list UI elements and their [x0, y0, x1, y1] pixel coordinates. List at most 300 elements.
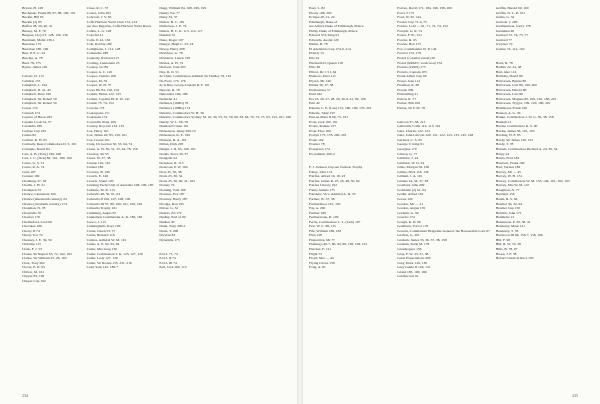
- index-entry: Deloitte, Commodore Sydney M. 16, 30, 53, 55, 59, 60, 63, 64, 70, 74, 75, 93, 153, 161, 166: [159, 115, 291, 120]
- index-entry: Cooper, A. C. 120: [86, 69, 113, 74]
- index-entry: Culwulla III 57, 89, 160, 161, 166, 162: [86, 201, 143, 206]
- index-entry: Defender 41: [159, 96, 178, 101]
- index-entry: Fairfax Library 162: [309, 183, 337, 188]
- index-entry: Cherokee 186: [22, 224, 42, 229]
- index-entry: Chance (twentieth century) 174: [22, 201, 67, 206]
- index-entry: Cowardin, Peter 109: [86, 119, 116, 124]
- index-entry: Francis (1990s) 175: [397, 65, 426, 70]
- index-entry: Eventer 78: [309, 142, 325, 147]
- index-entry: Farmer, W. 37, 38: [309, 196, 335, 201]
- index-entry: Byrne, James 195: [22, 65, 48, 70]
- index-entry: Charybdis 70: [22, 210, 42, 215]
- index-entry: Halvorsen, Bjarne 80: [495, 78, 527, 83]
- index-entry: Cooper, W. H. 37: [86, 83, 112, 88]
- index-entry: Burrabee 180, 190: [22, 46, 49, 51]
- index-entry: Frozen 206: [397, 87, 414, 92]
- index-entry: Carina 82: [22, 133, 36, 138]
- index-entry: Canon 174: [22, 106, 38, 111]
- index-entry: Eshelle, L. E. (Len) 131, 160, 169, 170, 201: [309, 106, 372, 111]
- index-entry: Chance (nineteenth century) 24: [22, 196, 67, 201]
- index-entry: Fox, Commander W. P. 144: [397, 46, 437, 51]
- index-entry: Fanshaw, Vice-Admiral A. D. 35: [309, 192, 356, 197]
- index-entry: Culwulla Trophy 161: [86, 206, 117, 211]
- index-entry: Chance, Lieutenant 106: [22, 192, 56, 197]
- index-entry: Cooling, Lieutenant 23: [86, 60, 120, 65]
- index-entry: Elliott, Dr J. 51, 64: [309, 69, 337, 74]
- index-column: [309, 6, 391, 384]
- index-entry: Defiance (1980s) 174: [159, 106, 191, 111]
- index-column: [87, 6, 154, 384]
- index-entry: Clover, E. R. 65: [22, 265, 45, 270]
- index-entry: Dubois, Ed 172: [159, 210, 182, 215]
- index-entry: Courageous 171: [86, 110, 110, 115]
- index-entry: Ebony 198, 202: [309, 10, 332, 15]
- index-entry: Canrash 174: [22, 110, 40, 115]
- right-page-columns: [309, 6, 578, 384]
- index-entry: Campbell, C. 194: [22, 83, 48, 88]
- index-entry: Carabella 189: [22, 124, 42, 129]
- index-entry: Fanny Adams 175: [309, 187, 335, 192]
- index-entry: Cutler, A. E. 62, 63, 64: [86, 242, 120, 247]
- index-entry: Dunn, Tony 200-2: [159, 224, 186, 229]
- index-entry: Champion 55: [22, 187, 42, 192]
- index-entry: Grand 183, 190, 199: [397, 269, 427, 274]
- index-entry: Hardy, Sir James 120, 191: [495, 137, 534, 142]
- index-entry: Fletcher, F. 141: [309, 246, 332, 251]
- index-entry: Carter, R. A. 74: [22, 165, 45, 170]
- index-entry: Hardie, Commodore R. S. 40: [495, 124, 538, 129]
- index-entry: Dainty Too 77: [159, 10, 180, 15]
- index-entry: Ford, W. M. 144: [397, 15, 421, 20]
- index-entry: Deloitte, Commodore W. H. 39: [159, 110, 204, 115]
- index-entry: Few, W. L. 98, 115: [309, 224, 336, 229]
- index-entry: Heath, R. S. 66: [495, 196, 518, 201]
- index-entry: Flight 73: [309, 251, 322, 256]
- index-entry: Floyd, Mrs — 44: [309, 256, 334, 261]
- index-entry: Hills, B. 78, 97: [495, 246, 518, 251]
- index-entry: El Adelanta's Cup 174-9, 214: [309, 46, 351, 51]
- index-entry: Burgess, Lloyd T. 128, 129, 130: [22, 33, 68, 38]
- index-entry: Dickson, R. A. 161: [159, 137, 187, 142]
- index-entry: Gibson, G. 77: [397, 151, 418, 156]
- left-page-columns: [22, 6, 291, 384]
- index-entry: Evans, Ronnie 157: [309, 124, 336, 129]
- index-entry: Celia 187: [22, 169, 36, 174]
- index-column: [22, 6, 81, 384]
- index-entry: Goldstein (2) 61, 64: [397, 187, 426, 192]
- index-entry: Dickenson, Jenny 209-10: [159, 128, 196, 133]
- index-entry: Gordon, Mr — 21: [397, 201, 424, 206]
- index-entry: Culwulla II 106, 107, 108, 109: [86, 196, 131, 201]
- index-entry: Hennessy, T. 78: [495, 228, 519, 233]
- left-page: [0, 6, 297, 398]
- index-entry: Grafton, G. 201: [397, 233, 420, 238]
- index-entry: Cutty Sark 143, 186-7: [86, 265, 119, 270]
- index-entry: Dalton, B. C. K. 113, 114, 117: [159, 28, 203, 33]
- index-entry: Dora 35, 36, 38: [159, 169, 182, 174]
- index-entry: Fife, William 189, 183: [309, 228, 342, 233]
- index-entry: Hawkins 156: [495, 192, 515, 197]
- index-entry: Clarke, Sir Rupert 65, 72, 162, 165: [22, 251, 72, 256]
- index-entry: Featherstone, R. 100: [309, 215, 339, 220]
- index-entry: Evan, Jack 190, 191: [309, 119, 338, 124]
- index-entry: Chelmsford, Lord 60: [22, 219, 52, 224]
- index-entry: Cambria 155: [22, 78, 41, 83]
- index-entry: Cooper, M. 76: [86, 78, 108, 83]
- index-entry: Forster, Lord — 61, 71, 72, 74, 152: [397, 24, 448, 29]
- index-entry: Finn 138: [309, 233, 322, 238]
- index-entry: Hobart Classical Race 195: [495, 256, 534, 261]
- index-entry: Day, R. O. 51: [159, 69, 179, 74]
- index-entry: Burrabee 175: [22, 42, 42, 47]
- index-entry: Eshelle, 'Skip' 197: [309, 110, 336, 115]
- index-entry: Georgina 170: [397, 146, 417, 151]
- index-entry: de la Rue, Group-Captain R. F. 101: [159, 83, 210, 88]
- index-entry: Halvorsen, Trygve, 109, 120, 180, 201: [495, 101, 551, 106]
- index-entry: Enid 182: [309, 92, 322, 97]
- index-entry: Hammond, Frank 196: [495, 106, 527, 111]
- index-entry: Caprice of Huon 183: [22, 115, 52, 120]
- index-entry: Grey Guide II 129, 131: [397, 265, 431, 270]
- index-entry: Challenge 37, 56: [22, 178, 47, 183]
- index-entry: Fruitsailing 21: [397, 92, 419, 97]
- index-entry: Hanson, A. G. 36: [495, 110, 521, 115]
- index-entry: Cox, Lionel 161: [86, 137, 110, 142]
- index-entry: E.O.I. III 74: [159, 260, 177, 265]
- index-entry: Halvorsen, Harold 80: [495, 87, 527, 92]
- index-entry: De Facto 175, 176: [159, 78, 186, 83]
- index-entry: Fairfax, James R. 25, 26, 48, 50, 64: [309, 178, 360, 183]
- index-entry: Harvey, Mrs W. M. 147: [495, 183, 530, 188]
- index-entry: Garland, C. S. 65: [397, 137, 422, 142]
- index-entry: Philip, Duke of Edinburgh, Prince: [309, 28, 358, 33]
- index-entry: Graham, Katie M. 178: [397, 242, 430, 247]
- index-entry: Hennessy, Mark 121: [495, 224, 525, 229]
- index-entry: Corbett, Helen 122, 123: [86, 92, 121, 97]
- index-entry: Dynamite 175: [159, 237, 180, 242]
- index-entry: Butcher, A. 78: [22, 56, 43, 61]
- index-entry: Collighteen, J. 112, 128: [86, 46, 121, 51]
- index-entry: Coffs Harbour Yacht Club 174, 214: [86, 19, 138, 24]
- index-entry: Cuoco, J. 115: [86, 219, 106, 224]
- index-entry: Elyard, Mr 149: [309, 78, 331, 83]
- index-entry: Daisy 34, 37: [159, 15, 178, 20]
- index-entry: Ellis 38: [309, 65, 320, 70]
- index-entry: Debonaire 196, 198: [159, 92, 188, 97]
- index-entry: Cox, James 20, 83, 159, 161: [86, 133, 127, 138]
- index-entry: Fong, A. 81: [309, 265, 326, 270]
- index-entry: Halvorsen, Carl 80, 199, 200: [495, 83, 537, 88]
- index-entry: Cutler, Lady 127, 130: [86, 256, 118, 261]
- index-entry: Crowley, B. 196: [86, 169, 110, 174]
- index-entry: Gorham, G. 99: [397, 210, 419, 215]
- index-entry: Dorning, Tom 196: [159, 187, 186, 192]
- index-entry: Hadder 22, 24, 38: [495, 65, 522, 70]
- index-entry: Carnegie, David 84: [22, 146, 50, 151]
- index-entry: Elizabeth II, Queen 118: [309, 60, 343, 65]
- index-entry: Eun-na-Mara II 66, 75, 161: [309, 115, 349, 120]
- index-entry: Defiance (1990s) 76: [159, 101, 189, 106]
- index-entry: Danmar 55: [159, 33, 176, 38]
- index-entry: Hemholtz 12: [495, 215, 515, 220]
- index-entry: Gaboon 37, 38, 213: [397, 119, 426, 124]
- index-entry: Griffin, N. L. R. 161: [495, 10, 526, 15]
- index-entry: Harvey, W. H. 131: [495, 174, 523, 179]
- index-entry: Deacon, R. 78: [159, 87, 180, 92]
- index-entry: Event 192: [309, 137, 324, 142]
- index-entry: Challis, J. H. 21: [22, 183, 45, 188]
- index-entry: E.O.I. II 74: [159, 256, 176, 261]
- index-entry: Cruising Yacht Club of Australia 108, 109, 185: [86, 183, 154, 188]
- index-entry: Elsinore, Peter 111: [309, 74, 336, 79]
- index-entry: Burnham, Malin 130-1: [22, 37, 55, 42]
- index-entry: Gionne 24, 34, 37, 38: [397, 178, 429, 183]
- index-entry: Cumming, Angus 65: [86, 210, 117, 215]
- index-entry: Campbell, Sir Robert 50: [22, 101, 57, 106]
- index-entry: Davidson, G. 78: [159, 51, 183, 56]
- index-entry: Chaucer 170: [22, 215, 41, 220]
- index-entry: Buckle (2) 85: [22, 19, 42, 24]
- index-entry: Heather Cup 150: [495, 206, 520, 211]
- index-entry: Cutler, Commodore J. K. 123, 127, 129: [86, 251, 143, 256]
- index-entry: Gale, John Lincoln 120, 121, 122, 123, 133, 145, 148: [397, 133, 474, 138]
- index-entry: Goose 120: [397, 196, 413, 201]
- index-entry: Harnett, Commodore Richard A. 24, 36, 54: [495, 146, 558, 151]
- right-page: [303, 6, 600, 398]
- index-entry: Gilchrist, J. 24: [397, 156, 419, 161]
- index-entry: Fahay, John 174: [309, 169, 333, 174]
- page-number: 235: [572, 393, 578, 398]
- index-entry: Evan-Thos 100: [309, 128, 331, 133]
- index-entry: Davies, A. H. 74: [159, 60, 184, 65]
- index-entry: Goddard, John 209: [397, 183, 425, 188]
- index-entry: Clifton, M. 161: [22, 269, 45, 274]
- index-entry: Ella 24: [309, 56, 320, 61]
- index-entry: Gollin, Alfred 162: [397, 192, 424, 197]
- index-entry: Gridlewood 61: [397, 274, 419, 279]
- index-entry: Cooper, Charles 108: [86, 74, 116, 79]
- index-entry: de Chair, Commodore Admiral Sir Dudley 76, 161: [159, 74, 232, 79]
- index-entry: Bussey, M. F. 76: [22, 28, 46, 33]
- index-entry: Elkins, R. 78: [309, 42, 328, 47]
- index-entry: Cooney, Jac 89: [86, 65, 109, 70]
- index-entry: Creed, W. 37, 38: [86, 156, 111, 161]
- index-entry: Govern, Commander Brigadier-General, the Honourable Lord 67: [397, 228, 490, 233]
- index-entry: Force 5 175: [397, 10, 415, 15]
- index-entry: Comanche 188: [86, 51, 108, 56]
- index-entry: Hannah 21: [495, 119, 512, 124]
- index-entry: Hart, Vernon 189: [495, 165, 521, 170]
- index-entry: Forsyth, G. R. 74: [397, 28, 422, 33]
- index-entry: Connolly, Richard 213: [86, 56, 119, 61]
- index-entry: Fay, A. 200: [309, 206, 326, 211]
- index-entry: Carr, J. C. (Jack) 82, 161, 169, 199: [22, 156, 72, 161]
- index-entry: Heather 30, 32, 64: [495, 201, 523, 206]
- index-entry: Burt, P. E. C. 24: [22, 51, 46, 56]
- index-entry: Feather 189: [309, 210, 326, 215]
- index-entry: Halvorsen, Magnus 80, 109, 120, 186, 201: [495, 96, 557, 101]
- index-entry: Crawley, Sir 55: [86, 151, 109, 156]
- index-entry: Coates, John 202: [86, 10, 111, 15]
- index-entry: Cobcroft, J. V. 65: [86, 15, 112, 20]
- index-entry: Gilchrist, W. O. 24: [397, 160, 425, 165]
- index-entry: Freeman, R. 66: [397, 83, 420, 88]
- index-entry: Buzz 78, 175: [22, 60, 41, 65]
- index-entry: Harvey, Mr — 45: [495, 169, 521, 174]
- index-entry: Cunningham, Kaye 199: [86, 224, 121, 229]
- index-entry: Dunbar 30: [159, 219, 175, 224]
- index-entry: Gale, Charles 122, 123: [397, 128, 430, 133]
- index-entry: Cowley, Roy-Ian 134, 135: [86, 124, 125, 129]
- index-entry: Evergreen 174: [309, 146, 330, 151]
- index-entry: Buckle, Bill 65: [22, 15, 44, 20]
- index-entry: Courtesan 174: [86, 115, 108, 120]
- index-entry: Dalton, B. C. 181: [159, 19, 185, 24]
- index-entry: Cutless, Admiral W. M. 101: [86, 237, 127, 242]
- index-entry: Feathermoor 161, 165: [309, 201, 341, 206]
- index-entry: Corelle 73, 74, 152: [86, 101, 114, 106]
- index-entry: Hill, R. W. 33, 38: [495, 242, 521, 247]
- index-entry: Diamond Cutter 161: [159, 124, 189, 129]
- index-entry: Era 25, 26, 27, 28, 29, 30-9, 41, 82, 109: [309, 96, 366, 101]
- index-entry: Henwood III 96, 156-7, 158, 196: [495, 233, 543, 238]
- index-entry: Fraser, Jean 112: [397, 78, 421, 83]
- index-entry: Harding, H. F. 65: [495, 133, 521, 138]
- index-entry: Durie, T. 208: [159, 228, 179, 233]
- index-entry: Centaur 169: [22, 174, 40, 179]
- index-entry: Francis, Captain 103: [397, 69, 427, 74]
- index-entry: Captain Cook 54, 57: [22, 119, 52, 124]
- index-entry: Hanke, Commodore J. W. G. 36, 38, 158: [495, 115, 554, 120]
- index-entry: Franci (colonial vessel) 20: [397, 56, 435, 61]
- index-entry: F. J. Jackson Cup see Jackson Trophy: [309, 165, 363, 170]
- page-number: 234: [22, 393, 28, 398]
- index-entry: Dongella 24: [159, 156, 177, 161]
- index-entry: Gudmensson, Garry 178: [495, 24, 531, 29]
- index-entry: Graham, James 35, 36, 37, 38, 158: [397, 237, 447, 242]
- index-entry: Forbes, David 171, 184, 196, 198, 200: [397, 6, 452, 10]
- index-entry: Culwulla 48, 50, 61, 64: [86, 192, 120, 197]
- index-entry: Erin 40: [309, 101, 320, 106]
- index-entry: Goulburn, Trevor 170: [397, 224, 429, 229]
- index-entry: Grasshopper 156: [397, 246, 422, 251]
- index-entry: Foxtrot 174, 176: [397, 51, 421, 56]
- index-entry: Great Expectations 200: [397, 256, 431, 261]
- index-entry: Drodge, Ron 195: [159, 201, 184, 206]
- index-entry: Driver, G. 32: [159, 206, 179, 211]
- index-entry: Downey, Harry 187: [159, 196, 188, 201]
- index-entry: Haughton, N. 77: [495, 187, 520, 192]
- index-entry: Halvorsen, Lars 80: [495, 92, 523, 97]
- index-entry: Cunnamon Commander A. K. 186, 182: [86, 215, 143, 220]
- index-entry: Halliday, David 80: [495, 74, 523, 79]
- index-entry: Evelyn 175, 178, 200, 201: [309, 133, 347, 138]
- index-column: [159, 6, 291, 384]
- index-entry: Curtis, Owen 53, 57: [86, 228, 116, 233]
- index-entry: Cherry Too 74: [22, 233, 43, 238]
- index-entry: Flamingo 46-7, 80, 94, 99, 138, 199, 161: [309, 242, 368, 247]
- index-entry: Hebden, John 171: [495, 210, 522, 215]
- index-entry: Carlisle, R. H. 65: [22, 137, 47, 142]
- index-entry: Foster, F. 81, 151: [397, 33, 422, 38]
- index-entry: Dwyfan 83: [159, 233, 176, 238]
- index-entry: Clear, Tony 202: [22, 260, 45, 265]
- index-entry: Dudley, Earl of 60: [159, 215, 186, 220]
- index-entry: Cole, Robbie 180: [86, 42, 112, 47]
- index-entry: Grims, G. 32: [495, 15, 515, 20]
- index-entry: Fowler, R. 65: [397, 37, 417, 42]
- index-entry: Edward VII, King 61: [309, 33, 340, 38]
- index-entry: Cressie 120, 161: [86, 160, 111, 165]
- index-entry: Goucho 174: [397, 215, 415, 220]
- index-entry: Dendy, W. L. 66, 78: [159, 119, 188, 124]
- index-entry: Bryant, H. 128: [22, 6, 44, 10]
- index-entry: Donovan, P. W. 164: [159, 165, 188, 170]
- index-entry: Davey, Harry 208: [159, 46, 185, 51]
- index-entry: Corbett, Captain Dr R. W. 141: [86, 96, 130, 101]
- index-entry: see Alfred, Duke of Edinburgh, Prince: [309, 24, 364, 29]
- index-entry: Ferris, Commodore L. L. (Jack) 167: [309, 219, 361, 224]
- index-entry: Hardie, James 36, 101, 103: [495, 128, 535, 133]
- index-entry: Doris 25, 30, 40, 41, 163: [159, 178, 195, 183]
- index-entry: Frank Albert Cup 60: [397, 74, 427, 79]
- index-entry: Hill, F. 98: [495, 237, 511, 242]
- index-entry: Chapman, N. 78: [22, 206, 46, 211]
- index-entry: Easy, L. 82: [309, 6, 325, 10]
- index-entry: Elderly 72: [309, 51, 324, 56]
- index-entry: Gilliam, J. A. 161: [397, 174, 423, 179]
- index-entry: Clipper Cup 192: [22, 278, 46, 283]
- index-entry: Forster Cup 71-4, 75: [397, 19, 427, 24]
- index-entry: Buchanan, Frank 86, 97, 98, 100, 101: [22, 10, 76, 15]
- index-entry: Clark, F. J. 53: [22, 246, 42, 251]
- index-entry: Gurnard 77: [495, 37, 513, 42]
- index-entry: Harris, Fred 184: [495, 156, 520, 161]
- index-entry: Dagg, William 84, 168, 169, 199: [159, 6, 206, 10]
- index-entry: Hack, R. 78: [495, 60, 513, 65]
- index-entry: Crouch, Stuart 120: [86, 178, 114, 183]
- index-entry: Christina 115: [22, 242, 42, 247]
- index-entry: Calvert, D. 115: [22, 74, 44, 79]
- index-entry: Buffon 28, 29, 40, 41: [22, 24, 53, 29]
- index-entry: Harvey, Commodore W. M. 133, 146, 161, 162, 165: [495, 178, 570, 183]
- index-entry: Grelock, J. 200: [495, 19, 518, 24]
- index-entry: Galbraith, Colin 112, 113, 161: [397, 124, 441, 129]
- index-entry: Corrobe 174: [86, 106, 105, 111]
- index-entry: Edinburgh, Duke of: [309, 19, 338, 24]
- index-entry: Colin, P. 42, 136: [86, 37, 111, 42]
- index-entry: Campbell, Peter 190: [22, 92, 52, 97]
- index-entry: Gurnard 72, 74, 75, 77: [495, 33, 528, 38]
- index-entry: see also Regattas, Coffs Harbour Yacht Races: [86, 24, 152, 29]
- index-entry: Culshaw, M. R. 115: [86, 187, 115, 192]
- index-entry: Craig, Dr Gordon 50, 53, 64, 74: [86, 142, 133, 147]
- index-entry: Doris 23, 30, 34: [159, 174, 183, 179]
- index-entry: Greg Tudor 129, 130: [397, 260, 428, 265]
- index-entry: Gymea 74, 112, 162: [495, 46, 525, 51]
- index-column: [397, 6, 490, 384]
- index-entry: Ex-nominis 200-2: [309, 151, 335, 156]
- index-entry: Curtis, Bernard 116: [86, 233, 115, 238]
- index-entry: Campbell, Sir Robert 50: [22, 96, 57, 101]
- index-entry: Hail, Alec 114: [495, 69, 517, 74]
- index-entry: Dalderson, J. E. 76: [159, 24, 187, 29]
- index-entry: Harpy 24: [495, 151, 510, 156]
- index-entry: George V, King 61: [397, 142, 424, 147]
- index-entry: Cruiser 186: [86, 165, 104, 170]
- index-entry: Crane, A. W. 30, 51, 55, 64, 78, 156: [86, 146, 138, 151]
- index-column: [496, 6, 578, 384]
